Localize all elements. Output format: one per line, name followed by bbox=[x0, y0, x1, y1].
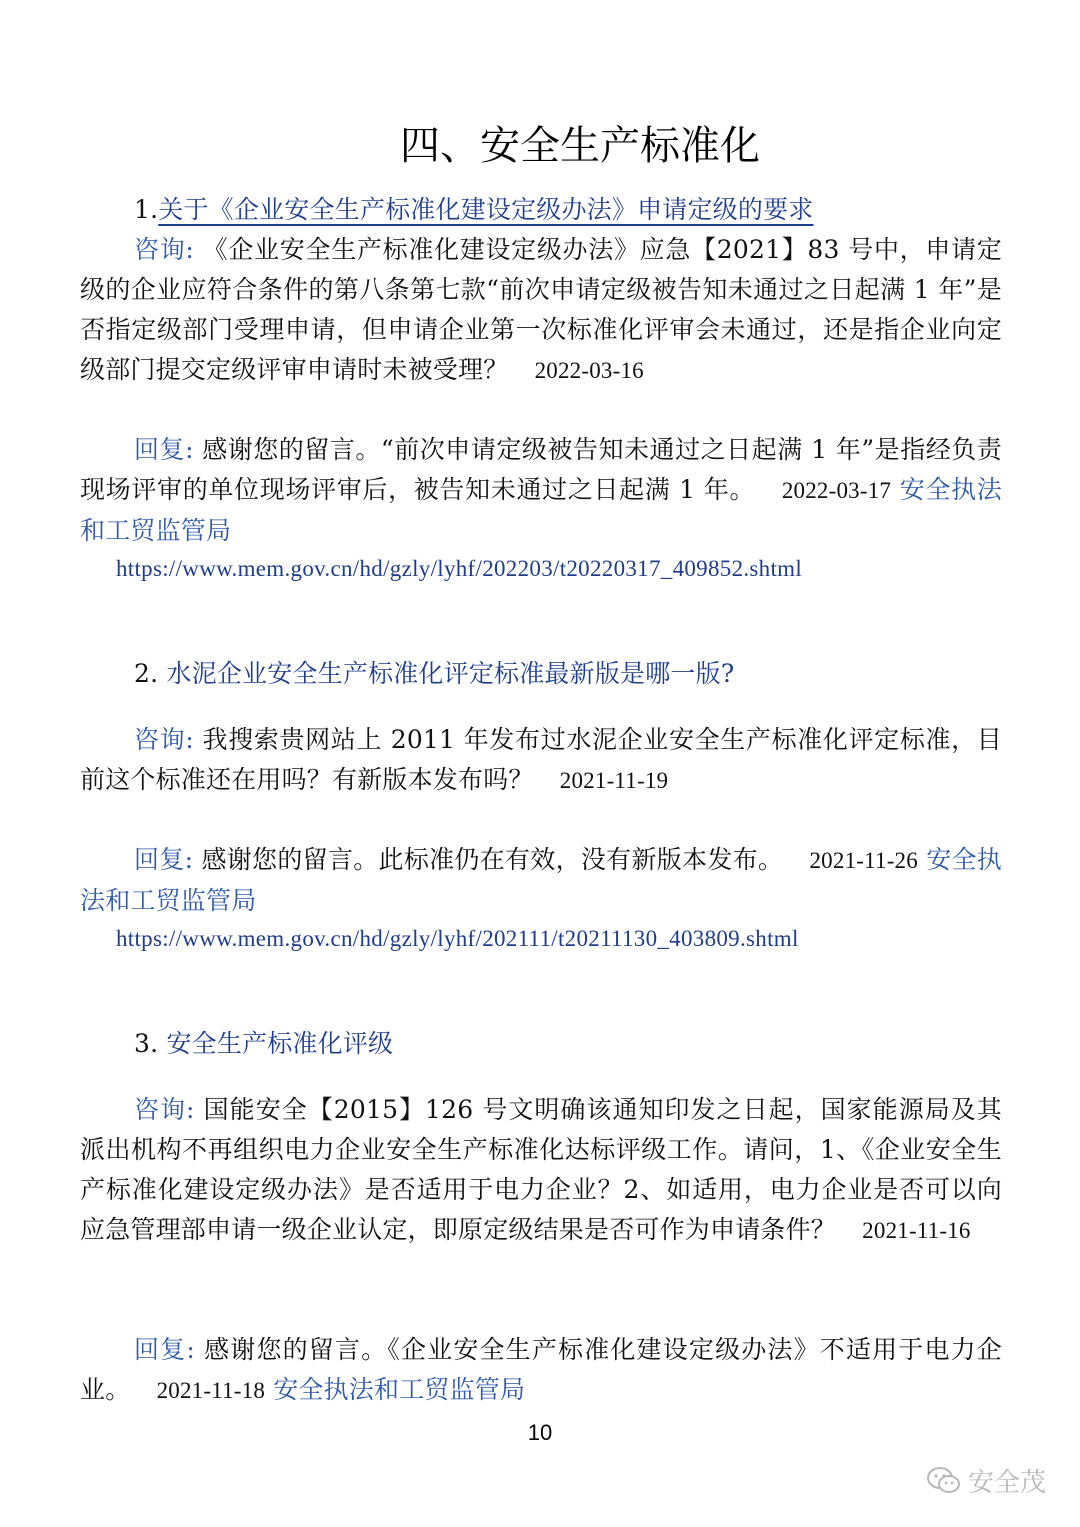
item-1-title-link[interactable]: 关于《企业安全生产标准化建设定级办法》申请定级的要求 bbox=[158, 195, 814, 224]
consult-date: 2021-11-19 bbox=[559, 768, 669, 793]
item-number: 2. bbox=[134, 659, 159, 688]
reply-label: 回复: bbox=[134, 1335, 195, 1364]
reply-text: 感谢您的留言。此标准仍在有效，没有新版本发布。 bbox=[201, 845, 784, 874]
reply-date: 2022-03-17 bbox=[781, 478, 892, 503]
reply-label: 回复: bbox=[134, 845, 194, 874]
page-number: 10 bbox=[527, 1420, 553, 1445]
watermark bbox=[926, 1462, 1046, 1499]
item-2-title: 水泥企业安全生产标准化评定标准最新版是哪一版? bbox=[166, 659, 735, 688]
consult-date: 2022-03-16 bbox=[534, 358, 644, 383]
reply-date: 2021-11-26 bbox=[809, 848, 918, 873]
item-2-reply bbox=[80, 840, 1002, 921]
item-3-reply bbox=[80, 1330, 1002, 1411]
consult-label: 咨询: bbox=[134, 1095, 195, 1124]
item-1-consult bbox=[80, 230, 1002, 391]
consult-text: 国能安全【2015】126 号文明确该通知印发之日起，国家能源局及其派出机构不再组织电力企业安全生产标准化达标评级工作。请问，1、《企业安全生产标准化建设定级办法》是否适用于电力企业？2、如适用，电力企业是否可以向应急管理部申请一级企业认定，即原定级结果是否可作为申请条件？ bbox=[80, 1095, 1002, 1244]
reply-date: 2021-11-18 bbox=[156, 1378, 266, 1403]
item-3-title: 安全生产标准化评级 bbox=[166, 1029, 394, 1058]
item-2-url-link[interactable]: https://www.mem.gov.cn/hd/gzly/lyhf/202111/t20211130_403809.shtml bbox=[116, 926, 799, 951]
item-2-consult bbox=[80, 720, 1002, 801]
item-2-heading bbox=[80, 654, 1056, 694]
consult-label: 咨询: bbox=[134, 725, 194, 754]
item-1-reply bbox=[80, 430, 1002, 551]
department: 安全执法和工贸监管局 bbox=[273, 1375, 526, 1404]
item-3-heading bbox=[80, 1024, 1056, 1064]
item-1-heading bbox=[80, 190, 1056, 230]
item-number: 3. bbox=[134, 1029, 159, 1058]
department: 安全执法和工贸监管局 bbox=[80, 845, 1002, 915]
item-3-consult bbox=[80, 1090, 1002, 1251]
consult-date: 2021-11-16 bbox=[862, 1218, 971, 1243]
consult-text: 我搜索贵网站上 2011 年发布过水泥企业安全生产标准化评定标准，目前这个标准还在用吗？有新版本发布吗？ bbox=[80, 725, 1002, 794]
watermark-text: 安全茂 bbox=[968, 1468, 1047, 1498]
department: 安全执法和工贸监管局 bbox=[80, 475, 1002, 545]
item-number: 1. bbox=[134, 195, 159, 224]
item-1-url-link[interactable]: https://www.mem.gov.cn/hd/gzly/lyhf/202203/t20220317_409852.shtml bbox=[116, 556, 803, 581]
consult-label: 咨询: bbox=[134, 235, 195, 264]
reply-label: 回复: bbox=[134, 435, 194, 464]
consult-text: 《企业安全生产标准化建设定级办法》应急【2021】83 号中，申请定级的企业应符合条件的第八条第七款“前次申请定级被告知未通过之日起满 1 年”是否指定级部门受理申请，但申请企业第一次标准化评审会未通过，还是指企业向定级部门提交定级评审申请时未被受理？ bbox=[80, 235, 1002, 384]
reply-text: 感谢您的留言。“前次申请定级被告知未通过之日起满 1 年”是指经负责现场评审的单位现场评审后，被告知未通过之日起满 1 年。 bbox=[80, 435, 1002, 504]
wechat-icon bbox=[926, 1466, 962, 1496]
reply-text: 感谢您的留言。《企业安全生产标准化建设定级办法》不适用于电力企业。 bbox=[80, 1335, 1003, 1404]
page-title: 四、安全生产标准化 bbox=[400, 123, 760, 169]
